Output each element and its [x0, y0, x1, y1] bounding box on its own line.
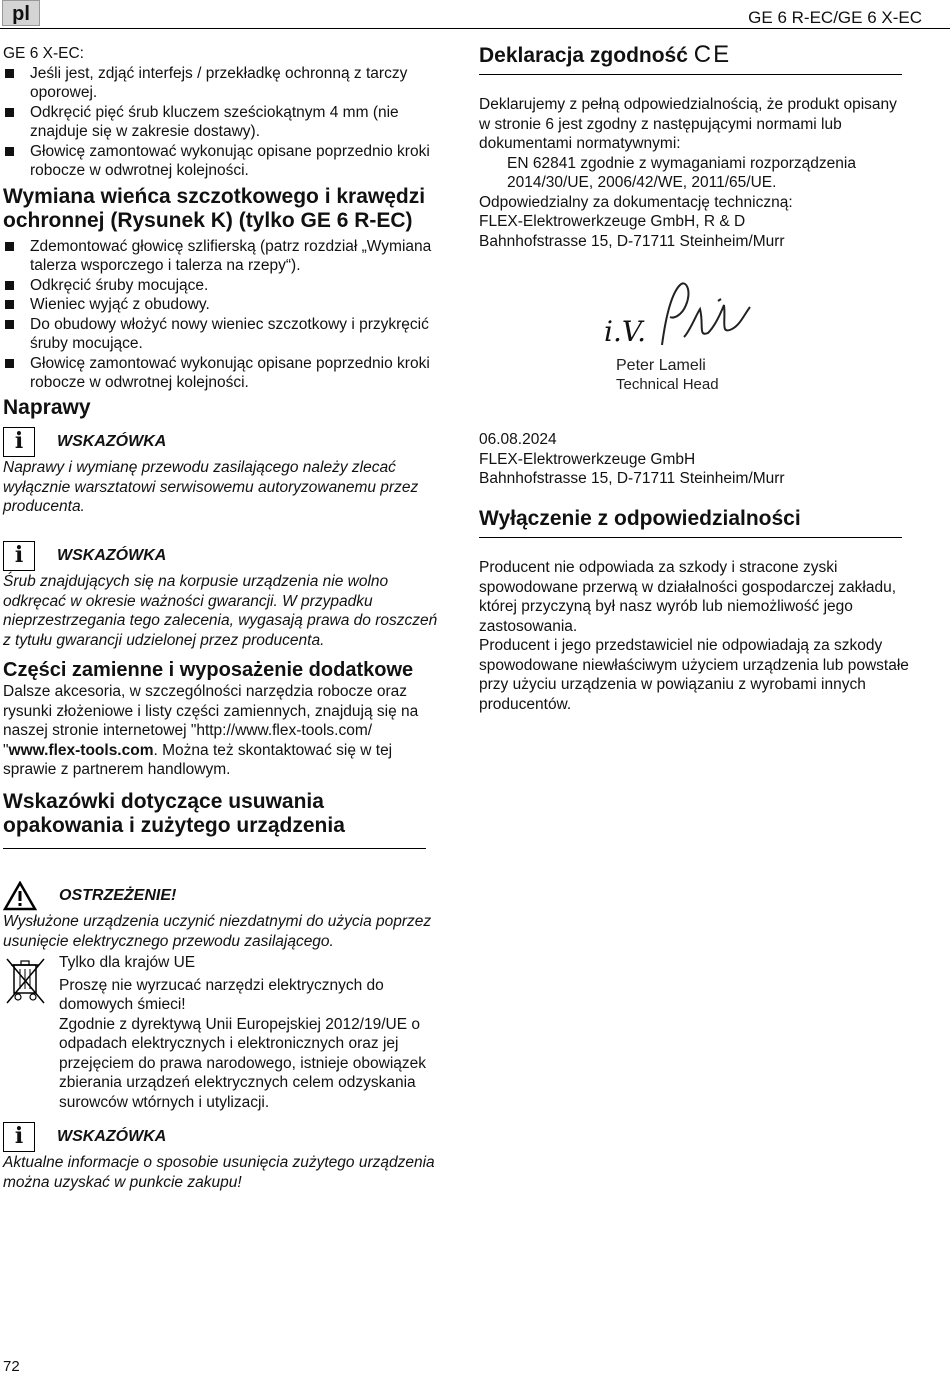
- declaration-title: Deklaracja zgodność: [479, 44, 688, 67]
- norm-line: 2014/30/UE, 2006/42/WE, 2011/65/UE.: [507, 174, 777, 191]
- responsible-company: FLEX-Elektrowerkzeuge GmbH, R & D: [479, 213, 746, 230]
- model-header: GE 6 R-EC/GE 6 X-EC: [748, 8, 922, 27]
- note-title: WSKAZÓWKA: [57, 1128, 167, 1146]
- warning-icon: [3, 881, 37, 911]
- warning-title: OSTRZEŻENIE!: [59, 887, 177, 905]
- list-item: Jeśli jest, zdjąć interfejs / przekładkę ochronną z tarczy oporowej.: [3, 64, 448, 103]
- declaration-heading-block: [479, 43, 904, 68]
- list-item: Odkręcić śruby mocujące.: [3, 276, 448, 296]
- list-item: Głowicę zamontować wykonując opisane poprzednio kroki robocze w odwrotnej kolejności.: [3, 142, 448, 181]
- note-text: Śrub znajdujących się na korpusie urządzenia nie wolno odkręcać w okresie ważności gwarancji. W przypadku nieprzestrzegania tego zalecenia, wygasają prawa do roszczeń z tytułu gwarancji udzielonej przez producenta.: [3, 573, 438, 649]
- section-heading-utylizacja: Wskazówki dotyczące usuwania opakowania i zużytego urządzenia: [3, 790, 345, 837]
- list-item: Zdemontować głowicę szlifierską (patrz rozdział „Wymiana talerza wsporczego i talerza na rzepy“).: [3, 237, 448, 276]
- list-item: Do obudowy włożyć nowy wieniec szczotkowy i przykręcić śruby mocujące.: [3, 315, 448, 354]
- section-heading-czesci: Części zamienne i wyposażenie dodatkowe: [3, 659, 414, 681]
- section-heading-naprawy: Naprawy: [3, 395, 91, 419]
- disclaimer-text: Producent i jego przedstawiciel nie odpowiadają za szkody spowodowane niewłaściwym użyciem urządzenia lub powstałe przy użyciu urządzenia w powiązaniu z wyrobami innych producentów.: [479, 637, 909, 713]
- section-heading-wylaczenie: Wyłączenie z odpowiedzialności: [479, 507, 801, 530]
- disclaimer-heading-block: [479, 507, 904, 531]
- page-number: 72: [3, 1358, 20, 1375]
- warning-note: [3, 880, 443, 951]
- signature-iv: i.V.: [604, 315, 647, 348]
- disposal-heading-block: [3, 790, 443, 838]
- norm-line: EN 62841 zgodnie z wymaganiami rozporządzenia: [507, 154, 856, 172]
- signature-block: [600, 275, 770, 405]
- eu-line: Tylko dla krajów UE: [59, 954, 196, 971]
- section-rule: [479, 74, 902, 75]
- spare-parts-section: [3, 658, 448, 780]
- declaration-date: 06.08.2024: [479, 431, 557, 448]
- note-text: Aktualne informacje o sposobie usunięcia zużytego urządzenia można uzyskać w punkcie zakupu!: [3, 1154, 435, 1191]
- weee-bin-icon: [4, 955, 48, 1007]
- eu-line: Zgodnie z dyrektywą Unii Europejskiej 2012/19/UE o odpadach elektrycznych i elektronicznych oraz jej przejęciem do prawa narodowego, istnieje obowiązek zbierania urządzeń elektrycznych celem odzyskania surowców wtórnych i utylizacji.: [59, 1015, 427, 1111]
- list-item: Głowicę zamontować wykonując opisane poprzednio kroki robocze w odwrotnej kolejności.: [3, 354, 448, 393]
- note-title: WSKAZÓWKA: [57, 547, 167, 565]
- declaration-body: [479, 95, 909, 251]
- eu-disposal-text: [59, 953, 444, 1112]
- section-rule: [3, 848, 426, 849]
- spare-parts-text-b: . Można też skontaktować się w tej sprawie z partnerem handlowym.: [3, 741, 393, 778]
- section-heading-deklaracja: [479, 43, 904, 68]
- section-rule: [479, 537, 902, 538]
- note-1: [3, 426, 448, 517]
- info-icon: i: [3, 541, 35, 571]
- warning-text: Wysłużone urządzenia uczynić niezdatnymi do użycia poprzez usunięcie elektrycznego przewodu zasilającego.: [3, 913, 432, 950]
- intro-label: GE 6 X-EC:: [3, 45, 84, 62]
- left-column-top: [3, 44, 448, 420]
- signatory-name: Peter Lameli: [616, 357, 706, 374]
- issuer-company: FLEX-Elektrowerkzeuge GmbH: [479, 450, 696, 468]
- note-2: [3, 540, 448, 650]
- signatory-title: Technical Head: [616, 376, 719, 393]
- note-title: WSKAZÓWKA: [57, 433, 167, 451]
- spare-parts-text: [3, 682, 448, 780]
- website-link[interactable]: www.flex-tools.com: [8, 741, 154, 759]
- responsible-address: Bahnhofstrasse 15, D-71711 Steinheim/Murr: [479, 232, 785, 250]
- ce-mark: CE: [693, 41, 732, 68]
- language-tag: pl: [2, 0, 40, 26]
- declaration-text: Deklarujemy z pełną odpowiedzialnością, że produkt opisany w stronie 6 jest zgodny z następującymi normami lub dokumentami normatywnymi:: [479, 96, 897, 152]
- list-item: Wieniec wyjąć z obudowy.: [3, 295, 448, 315]
- note-text: Naprawy i wymianę przewodu zasilającego należy zlecać wyłącznie warsztatowi serwisowemu autoryzowanemu przez producenta.: [3, 459, 419, 515]
- issuer-address: Bahnhofstrasse 15, D-71711 Steinheim/Murr: [479, 470, 785, 487]
- disclaimer-body: [479, 558, 922, 714]
- responsible-label: Odpowiedzialny za dokumentację techniczną:: [479, 193, 793, 211]
- eu-line: Proszę nie wyrzucać narzędzi elektrycznych do domowych śmieci!: [59, 976, 384, 1013]
- disclaimer-text: Producent nie odpowiada za szkody i stracone zyski spowodowane przerwą w działalności gospodarczej zakładu, której przyczyną był nasz wyrób lub niemożliwość jego zastosowania.: [479, 559, 897, 635]
- header-rule: [0, 28, 950, 29]
- info-icon: i: [3, 427, 35, 457]
- note-3: [3, 1121, 443, 1192]
- section-heading-wieniec: Wymiana wieńca szczotkowego i krawędzi ochronnej (Rysunek K) (tylko GE 6 R-EC): [3, 184, 426, 232]
- issuer-block: [479, 430, 909, 489]
- list-item: Odkręcić pięć śrub kluczem sześciokątnym 4 mm (nie znajduje się w zakresie dostawy).: [3, 103, 448, 142]
- spare-parts-text-a: Dalsze akcesoria, w szczególności narzędzia robocze oraz rysunki złożeniowe i listy części zamiennych, znajdują się na naszej stronie internetowej "http://www.flex-tools.com/ ": [3, 683, 419, 759]
- info-icon: i: [3, 1122, 35, 1152]
